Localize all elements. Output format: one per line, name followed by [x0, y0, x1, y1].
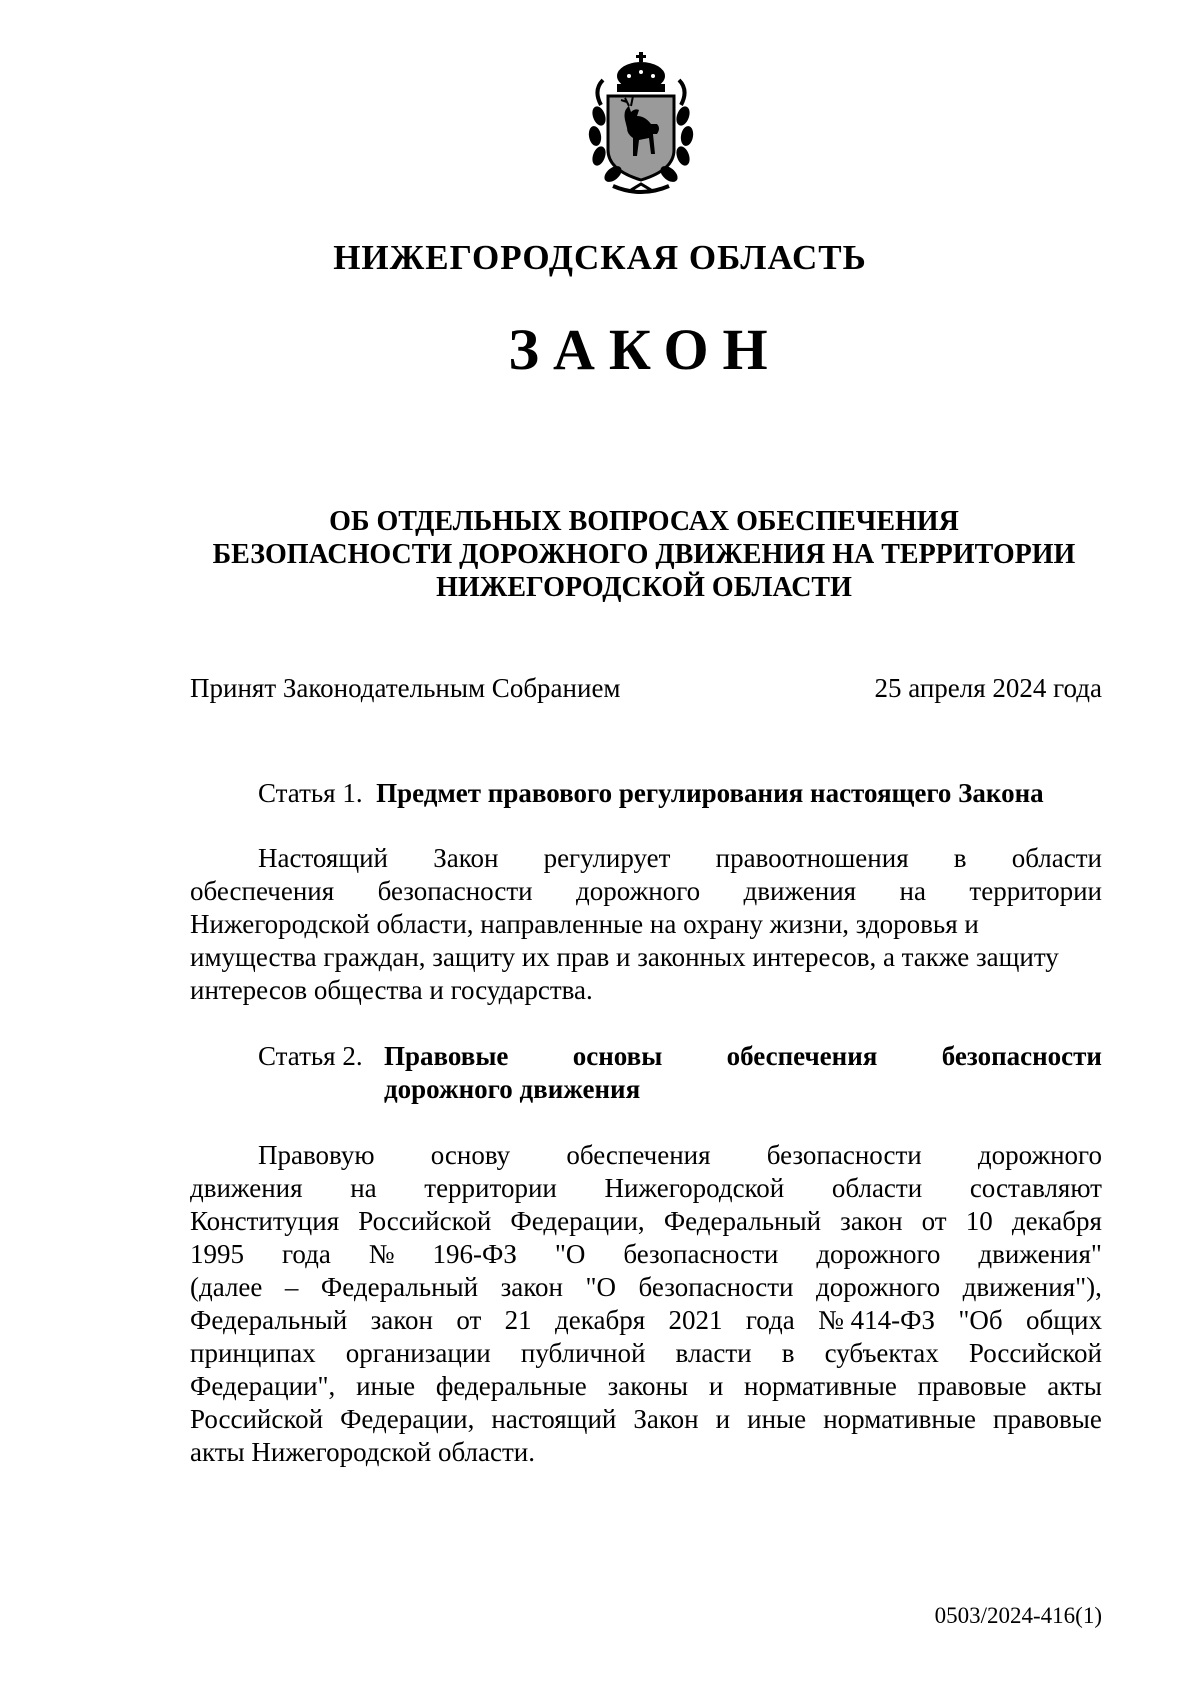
word: правовые [917, 1371, 1027, 1401]
word: общих [1025, 1305, 1102, 1335]
law-title [140, 505, 1148, 604]
word: обеспечения [190, 876, 335, 906]
word: Российской [968, 1338, 1102, 1368]
word: (далее [190, 1272, 263, 1302]
article-2-line-8 [190, 1371, 1102, 1403]
word: Федерации, [510, 1206, 645, 1236]
word: Закон [433, 843, 499, 873]
article-2-title-line-2: дорожного движения [384, 1074, 641, 1104]
word: законы [607, 1371, 689, 1401]
word: года [745, 1305, 795, 1335]
word: дорожного [816, 1272, 941, 1302]
word: безопасности [623, 1239, 779, 1269]
word: движения" [978, 1239, 1102, 1269]
article-2-line-4 [190, 1239, 1102, 1271]
word: субъектах [824, 1338, 939, 1368]
article-1-line-5: интересов общества и государства. [190, 975, 593, 1005]
word: в [781, 1338, 795, 1368]
word: организации [345, 1338, 491, 1368]
word: безопасности [766, 1140, 922, 1170]
word: Правовую [258, 1140, 375, 1170]
adoption-date: 25 апреля 2024 года [874, 673, 1102, 703]
word: декабря [1011, 1206, 1102, 1236]
word: Правовые [384, 1041, 509, 1071]
word: составляют [969, 1173, 1102, 1203]
word: иные [356, 1371, 416, 1401]
word: 1995 [190, 1239, 244, 1269]
word: безопасности [638, 1272, 794, 1302]
document-type-heading: ЗАКОН [508, 317, 782, 382]
article-2-last-line: акты Нижегородской области. [190, 1437, 535, 1467]
word: власти [675, 1338, 752, 1368]
word: закон [840, 1206, 903, 1236]
word: публичной [520, 1338, 646, 1368]
article-1-line-3: Нижегородской области, направленные на охрану жизни, здоровья и [190, 909, 979, 939]
word: принципах [190, 1338, 316, 1368]
word: дорожного [576, 876, 701, 906]
word: 2021 [668, 1305, 723, 1335]
word: Федеральный [320, 1272, 479, 1302]
word: настоящий [491, 1404, 617, 1434]
word: Нижегородской [604, 1173, 785, 1203]
article-2-line-7 [190, 1338, 1102, 1370]
law-title-line: БЕЗОПАСНОСТИ ДОРОЖНОГО ДВИЖЕНИЯ НА ТЕРРИТОРИИ [212, 539, 1076, 570]
region-heading: НИЖЕГОРОДСКАЯ ОБЛАСТЬ [333, 238, 867, 277]
word: иные [747, 1404, 807, 1434]
word: территории [424, 1173, 557, 1203]
word: нормативные [744, 1371, 897, 1401]
word: территории [969, 876, 1102, 906]
word: и [708, 1371, 724, 1401]
word: и [715, 1404, 731, 1434]
word: в [953, 843, 967, 873]
word: акты [1047, 1371, 1102, 1401]
article-2-line-6 [190, 1305, 1102, 1337]
word: движения [190, 1173, 303, 1203]
word: обеспечения [566, 1140, 711, 1170]
article-2-line-9 [190, 1404, 1102, 1436]
word: закон [500, 1272, 563, 1302]
word: 196-ФЗ [432, 1239, 517, 1269]
word: безопасности [377, 876, 533, 906]
document-registration-number: 0503/2024-416(1) [934, 1603, 1102, 1628]
article-number: Статья 1. [258, 778, 363, 808]
word: правовые [993, 1404, 1102, 1434]
word: № [368, 1239, 395, 1269]
word: на [899, 876, 926, 906]
word: Федерации, [340, 1404, 475, 1434]
word: № 414-ФЗ [818, 1305, 935, 1335]
word: Закон [633, 1404, 699, 1434]
coat-of-arms-emblem [573, 50, 718, 200]
word: 10 [965, 1206, 993, 1236]
article-2-line-1 [258, 1140, 1102, 1172]
article-title: Предмет правового регулирования настоящего Закона [376, 778, 1044, 808]
word: от [456, 1305, 482, 1335]
word: Федеральный [190, 1305, 348, 1335]
law-title-line: ОБ ОТДЕЛЬНЫХ ВОПРОСАХ ОБЕСПЕЧЕНИЯ [329, 506, 959, 537]
word: "О [585, 1272, 617, 1302]
word: Федерации", [190, 1371, 336, 1401]
law-title-line: НИЖЕГОРОДСКОЙ ОБЛАСТИ [436, 572, 852, 603]
word: Российской [358, 1206, 492, 1236]
word: федеральные [435, 1371, 587, 1401]
word: Федеральный [663, 1206, 822, 1236]
article-2-title-line-1 [384, 1041, 1102, 1072]
word: "Об [958, 1305, 1003, 1335]
word: области [831, 1173, 923, 1203]
word: безопасности [941, 1041, 1102, 1071]
adopted-by-text: Принят Законодательным Собранием [190, 673, 621, 703]
word: от [921, 1206, 947, 1236]
word: области [1011, 843, 1102, 873]
word: дорожного [816, 1239, 941, 1269]
word: декабря [555, 1305, 646, 1335]
word: "О [554, 1239, 586, 1269]
article-2-line-5 [190, 1272, 1102, 1304]
word: Настоящий [258, 843, 389, 873]
word: основу [430, 1140, 511, 1170]
word: регулирует [543, 843, 671, 873]
word: дорожного [977, 1140, 1102, 1170]
word: движения"), [962, 1272, 1102, 1302]
article-2-line-2 [190, 1173, 1102, 1205]
word: движения [743, 876, 857, 906]
word: года [281, 1239, 331, 1269]
article-2-line-3 [190, 1206, 1102, 1238]
crown-icon [617, 52, 665, 92]
article-1-line-4: имущества граждан, защиту их прав и законных интересов, а также защиту [190, 942, 1059, 972]
word: правоотношения [715, 843, 909, 873]
word: нормативные [823, 1404, 976, 1434]
article-1-heading [258, 778, 1044, 809]
article-2-number: Статья 2. [258, 1041, 363, 1071]
word: 21 [504, 1305, 532, 1335]
article-1-line-2 [190, 876, 1102, 908]
word: Российской [190, 1404, 324, 1434]
word: Конституция [190, 1206, 340, 1236]
word: основы [572, 1041, 663, 1071]
article-1-line-1 [258, 843, 1102, 875]
word: – [284, 1272, 299, 1302]
word: на [350, 1173, 377, 1203]
word: закон [370, 1305, 433, 1335]
word: обеспечения [726, 1041, 878, 1071]
